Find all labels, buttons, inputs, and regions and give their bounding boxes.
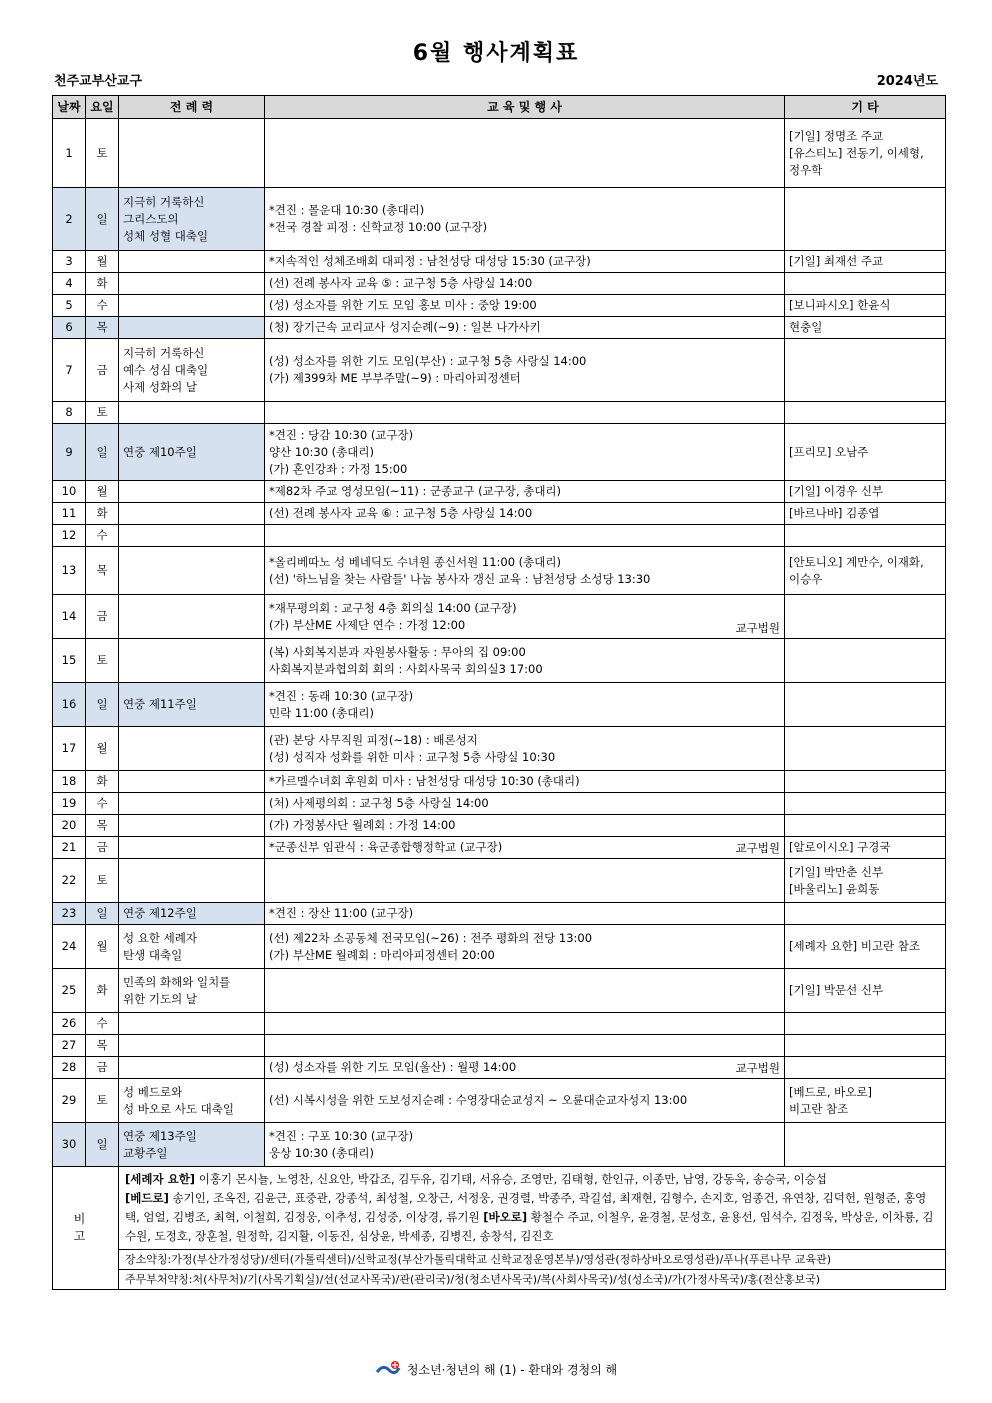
date-cell: 12 <box>53 525 86 547</box>
table-row <box>53 969 946 1013</box>
table-row <box>53 793 946 815</box>
table-row <box>53 683 946 727</box>
events-text: (관) 본당 사무직원 피정(~18) : 배론성지 (성) 성직자 성화를 위한 미사 : 교구청 5층 사랑실 10:30 <box>269 732 556 764</box>
events-cell <box>265 317 785 339</box>
etc-cell <box>785 1057 946 1079</box>
etc-cell <box>785 771 946 793</box>
day-cell: 일 <box>86 424 119 481</box>
etc-cell: [안토니오] 계만수, 이재화, 이승우 <box>785 547 946 595</box>
date-cell: 19 <box>53 793 86 815</box>
etc-cell <box>785 815 946 837</box>
day-cell: 목 <box>86 547 119 595</box>
date-cell: 1 <box>53 119 86 188</box>
etc-cell <box>785 1035 946 1057</box>
etc-cell <box>785 402 946 424</box>
liturgy-cell <box>119 859 265 903</box>
table-row <box>53 525 946 547</box>
events-cell <box>265 503 785 525</box>
court-note: 교구법원 <box>735 1061 780 1075</box>
court-note: 교구법원 <box>735 621 780 635</box>
table-row <box>53 1123 946 1167</box>
feast-day-names <box>119 1167 946 1250</box>
date-cell: 11 <box>53 503 86 525</box>
liturgy-cell <box>119 1057 265 1079</box>
liturgy-cell <box>119 1035 265 1057</box>
day-cell: 수 <box>86 1013 119 1035</box>
liturgy-cell: 민족의 화해와 일치를 위한 기도의 날 <box>119 969 265 1013</box>
etc-cell <box>785 727 946 771</box>
events-text: (선) 전례 봉사자 교육 ⑤ : 교구청 5층 사랑실 14:00 <box>269 276 533 290</box>
day-cell: 일 <box>86 683 119 727</box>
events-cell <box>265 837 785 859</box>
etc-cell: [프리모] 오남주 <box>785 424 946 481</box>
table-row <box>53 639 946 683</box>
liturgy-cell <box>119 771 265 793</box>
day-cell: 목 <box>86 1035 119 1057</box>
date-cell: 8 <box>53 402 86 424</box>
day-cell: 금 <box>86 339 119 402</box>
table-row <box>53 547 946 595</box>
table-row <box>53 1013 946 1035</box>
table-row <box>53 925 946 969</box>
events-cell <box>265 793 785 815</box>
etc-cell <box>785 683 946 727</box>
liturgy-cell: 연중 제11주일 <box>119 683 265 727</box>
events-text: (성) 성소자를 위한 기도 모임(부산) : 교구청 5층 사랑실 14:00 (가) 제399차 ME 부부주말(~9) : 마리아피정센터 <box>269 354 587 385</box>
events-cell <box>265 402 785 424</box>
day-cell: 화 <box>86 273 119 295</box>
date-cell: 23 <box>53 903 86 925</box>
header-etc: 기 타 <box>785 96 946 119</box>
date-cell: 16 <box>53 683 86 727</box>
date-cell: 2 <box>53 188 86 251</box>
paul-label: [바오로] <box>483 1210 528 1224</box>
table-row <box>53 1057 946 1079</box>
table-row <box>53 481 946 503</box>
events-text: *군종신부 임관식 : 육군종합행정학교 (교구장) <box>269 840 503 854</box>
events-cell <box>265 903 785 925</box>
events-cell <box>265 1079 785 1123</box>
table-header-row <box>53 96 946 119</box>
day-cell: 월 <box>86 727 119 771</box>
day-cell: 토 <box>86 402 119 424</box>
date-cell: 25 <box>53 969 86 1013</box>
notes-label: 비 고 <box>53 1167 119 1290</box>
liturgy-cell <box>119 273 265 295</box>
etc-cell <box>785 1123 946 1167</box>
etc-cell <box>785 1013 946 1035</box>
paul-names: 황철수 주교, 이철우, 윤경철, 문성호, 윤용선, 임석수, 김정욱, 박상운, 이차룡, 김수원, 도정호, 장훈철, 원정학, 김지활, 이동진, 심상윤, 박세종, 김병진, 송창석, 김진호 <box>125 1210 934 1243</box>
events-text: (성) 성소자를 위한 기도 모임 홍보 미사 : 중앙 19:00 <box>269 298 537 312</box>
john-label: [세례자 요한] <box>125 1172 196 1186</box>
date-cell: 5 <box>53 295 86 317</box>
table-row <box>53 727 946 771</box>
table-row <box>53 339 946 402</box>
date-cell: 27 <box>53 1035 86 1057</box>
events-cell <box>265 969 785 1013</box>
day-cell: 월 <box>86 925 119 969</box>
liturgy-cell: 지극히 거룩하신 예수 성심 대축일 사제 성화의 날 <box>119 339 265 402</box>
day-cell: 토 <box>86 859 119 903</box>
events-text: (청) 장기근속 교리교사 성지순례(~9) : 일본 나가사키 <box>269 320 541 334</box>
day-cell: 일 <box>86 903 119 925</box>
liturgy-cell <box>119 793 265 815</box>
date-cell: 14 <box>53 595 86 639</box>
liturgy-cell <box>119 727 265 771</box>
events-cell <box>265 295 785 317</box>
etc-cell <box>785 793 946 815</box>
table-row <box>53 837 946 859</box>
john-names: 이홍기 몬시뇰, 노영찬, 신요안, 박갑조, 김두유, 김기태, 서유승, 조영만, 김태형, 한인규, 이종만, 남영, 강동욱, 송승국, 이승섭 <box>195 1172 827 1186</box>
liturgy-cell <box>119 547 265 595</box>
events-text: (처) 사제평의회 : 교구청 5층 사랑실 14:00 <box>269 796 489 810</box>
events-cell <box>265 771 785 793</box>
etc-cell: [바르나바] 김종엽 <box>785 503 946 525</box>
events-cell <box>265 339 785 402</box>
header-liturgy: 전 례 력 <box>119 96 265 119</box>
day-cell: 수 <box>86 295 119 317</box>
date-cell: 21 <box>53 837 86 859</box>
liturgy-cell <box>119 481 265 503</box>
header-events: 교 육 및 행 사 <box>265 96 785 119</box>
day-cell: 금 <box>86 595 119 639</box>
events-cell <box>265 639 785 683</box>
liturgy-cell <box>119 295 265 317</box>
date-cell: 18 <box>53 771 86 793</box>
events-cell <box>265 525 785 547</box>
events-text: *견진 : 장산 11:00 (교구장) <box>269 906 414 920</box>
liturgy-cell <box>119 317 265 339</box>
liturgy-cell <box>119 1013 265 1035</box>
etc-cell: [기일] 박만춘 신부 [바울리노] 윤희동 <box>785 859 946 903</box>
date-cell: 13 <box>53 547 86 595</box>
liturgy-cell: 지극히 거룩하신 그리스도의 성체 성혈 대축일 <box>119 188 265 251</box>
day-cell: 토 <box>86 119 119 188</box>
day-cell: 일 <box>86 1123 119 1167</box>
events-text: *지속적인 성체조배회 대피정 : 남천성당 대성당 15:30 (교구장) <box>269 254 591 268</box>
events-cell <box>265 119 785 188</box>
events-cell <box>265 815 785 837</box>
table-row <box>53 503 946 525</box>
places-row <box>53 1250 946 1270</box>
liturgy-cell <box>119 402 265 424</box>
table-row <box>53 119 946 188</box>
table-row <box>53 903 946 925</box>
liturgy-cell <box>119 837 265 859</box>
peter-label: [베드로] <box>125 1191 169 1205</box>
date-cell: 6 <box>53 317 86 339</box>
events-text: *견진 : 구포 10:30 (교구장) 웅상 10:30 (총대리) <box>269 1128 414 1160</box>
table-row <box>53 595 946 639</box>
liturgy-cell <box>119 119 265 188</box>
etc-cell <box>785 595 946 639</box>
events-cell <box>265 925 785 969</box>
table-row <box>53 1079 946 1123</box>
events-text: *제82차 주교 영성모임(~11) : 군종교구 (교구장, 총대리) <box>269 484 562 498</box>
etc-cell: [보니파시오] 한윤식 <box>785 295 946 317</box>
liturgy-cell: 연중 제13주일 교황주일 <box>119 1123 265 1167</box>
etc-cell: [세례자 요한] 비고란 참조 <box>785 925 946 969</box>
events-cell <box>265 859 785 903</box>
events-cell <box>265 1035 785 1057</box>
liturgy-cell: 성 베드로와 성 바오로 사도 대축일 <box>119 1079 265 1123</box>
court-note: 교구법원 <box>735 841 780 855</box>
events-cell <box>265 547 785 595</box>
etc-cell: 현충일 <box>785 317 946 339</box>
events-cell <box>265 683 785 727</box>
date-cell: 9 <box>53 424 86 481</box>
year-label: 2024년도 <box>876 74 938 89</box>
organization-name: 천주교부산교구 <box>54 74 142 89</box>
table-row <box>53 859 946 903</box>
notes-row <box>53 1167 946 1250</box>
header-day: 요일 <box>86 96 119 119</box>
page-title: 6월 행사계획표 <box>412 41 580 66</box>
table-row <box>53 317 946 339</box>
day-cell: 화 <box>86 503 119 525</box>
offices-row <box>53 1270 946 1290</box>
liturgy-cell <box>119 251 265 273</box>
events-text: (성) 성소자를 위한 기도 모임(울산) : 월평 14:00 <box>269 1060 517 1074</box>
events-cell <box>265 727 785 771</box>
day-cell: 목 <box>86 317 119 339</box>
day-cell: 화 <box>86 771 119 793</box>
table-row <box>53 251 946 273</box>
events-text: (가) 가정봉사단 월례회 : 가정 14:00 <box>269 818 456 832</box>
day-cell: 일 <box>86 188 119 251</box>
etc-cell <box>785 188 946 251</box>
liturgy-cell <box>119 639 265 683</box>
date-cell: 29 <box>53 1079 86 1123</box>
liturgy-cell: 연중 제10주일 <box>119 424 265 481</box>
events-text: *재무평의회 : 교구청 4층 회의실 14:00 (교구장) (가) 부산ME 사제단 연수 : 가정 12:00 <box>269 600 517 632</box>
etc-cell: [베드로, 바오로] 비고란 참조 <box>785 1079 946 1123</box>
table-row <box>53 424 946 481</box>
date-cell: 30 <box>53 1123 86 1167</box>
date-cell: 22 <box>53 859 86 903</box>
events-text: (선) 전례 봉사자 교육 ⑥ : 교구청 5층 사랑실 14:00 <box>269 506 533 520</box>
events-cell <box>265 424 785 481</box>
events-text: *견진 : 당감 10:30 (교구장) 양산 10:30 (총대리) (가) 혼인강좌 : 가정 15:00 <box>269 427 414 476</box>
liturgy-cell <box>119 525 265 547</box>
etc-cell <box>785 525 946 547</box>
events-cell <box>265 1013 785 1035</box>
table-row <box>53 295 946 317</box>
table-row <box>53 815 946 837</box>
events-text: *견진 : 몰운대 10:30 (총대리) *전국 경찰 피정 : 신학교정 10:00 (교구장) <box>269 203 488 234</box>
footer <box>0 1360 992 1381</box>
liturgy-cell: 성 요한 세례자 탄생 대축일 <box>119 925 265 969</box>
date-cell: 24 <box>53 925 86 969</box>
liturgy-cell <box>119 815 265 837</box>
table-row <box>53 273 946 295</box>
table-row <box>53 1035 946 1057</box>
liturgy-cell <box>119 595 265 639</box>
date-cell: 15 <box>53 639 86 683</box>
date-cell: 26 <box>53 1013 86 1035</box>
events-text: *가르멜수녀회 후원회 미사 : 남천성당 대성당 10:30 (총대리) <box>269 774 580 788</box>
events-text: (선) 제22차 소공동체 전국모임(~26) : 전주 평화의 전당 13:00 (가) 부산ME 월례회 : 마리아피정센터 20:00 <box>269 930 593 962</box>
day-cell: 월 <box>86 481 119 503</box>
header-date: 날짜 <box>53 96 86 119</box>
table-row <box>53 771 946 793</box>
day-cell: 월 <box>86 251 119 273</box>
place-abbreviations: 장소약칭:가정(부산가정성당)/센터(가톨릭센터)/신학교정(부산가톨릭대학교 신학교정운영본부)/영성관(정하상바오로영성관)/푸나(푸른나무 교육관) <box>119 1250 946 1270</box>
table-row <box>53 188 946 251</box>
day-cell: 금 <box>86 1057 119 1079</box>
date-cell: 20 <box>53 815 86 837</box>
date-cell: 7 <box>53 339 86 402</box>
events-cell <box>265 273 785 295</box>
table-row <box>53 402 946 424</box>
events-cell <box>265 188 785 251</box>
diocese-logo-icon <box>375 1360 401 1381</box>
etc-cell: [기일] 정명조 주교 [유스티노] 전동기, 이세형, 정우학 <box>785 119 946 188</box>
etc-cell: [기일] 박문선 신부 <box>785 969 946 1013</box>
footer-text: 청소년·청년의 해 (1) - 환대와 경청의 해 <box>406 1363 618 1377</box>
day-cell: 토 <box>86 639 119 683</box>
etc-cell: [기일] 최재선 주교 <box>785 251 946 273</box>
office-abbreviations: 주무부처약칭:처(사무처)/기(사목기획실)/선(선교사목국)/관(관리국)/청(청소년사목국)/복(사회사목국)/성(성소국)/가(가정사목국)/홍(전산홍보국) <box>119 1270 946 1290</box>
events-text: (복) 사회복지분과 자원봉사활동 : 무아의 집 09:00 사회복지분과협의회 회의 : 사회사목국 회의실3 17:00 <box>269 644 543 676</box>
day-cell: 수 <box>86 525 119 547</box>
events-cell <box>265 1123 785 1167</box>
day-cell: 목 <box>86 815 119 837</box>
peter-names: 송기인, 조옥진, 김윤근, 표중관, 강종석, 최성철, 오창근, 서정웅, 권경렬, 박종주, 곽길섭, 최재현, 김형수, 손지호, 엄종건, 유연창, 김덕헌, 원형준, 홍영택, 엄얼, 김병조, 최혁, 이철희, 김정웅, 이추성, 김성중, 이상경, 류기원 <box>125 1191 927 1224</box>
date-cell: 10 <box>53 481 86 503</box>
events-text: *견진 : 동래 10:30 (교구장) 민락 11:00 (총대리) <box>269 688 414 720</box>
day-cell: 금 <box>86 837 119 859</box>
events-text: (선) 시복시성을 위한 도보성지순례 : 수영장대순교성지 ~ 오륜대순교자성지 13:00 <box>269 1093 688 1107</box>
schedule-table <box>52 95 946 1290</box>
date-cell: 4 <box>53 273 86 295</box>
day-cell: 화 <box>86 969 119 1013</box>
date-cell: 3 <box>53 251 86 273</box>
events-cell <box>265 1057 785 1079</box>
day-cell: 토 <box>86 1079 119 1123</box>
etc-cell <box>785 639 946 683</box>
day-cell: 수 <box>86 793 119 815</box>
etc-cell: [알로이시오] 구경국 <box>785 837 946 859</box>
date-cell: 17 <box>53 727 86 771</box>
liturgy-cell: 연중 제12주일 <box>119 903 265 925</box>
etc-cell <box>785 273 946 295</box>
etc-cell <box>785 339 946 402</box>
etc-cell: [기일] 이경우 신부 <box>785 481 946 503</box>
events-cell <box>265 595 785 639</box>
events-text: *올리베따노 성 베네딕도 수녀원 종신서원 11:00 (총대리) (선) '하느님을 찾는 사람들' 나눔 봉사자 갱신 교육 : 남천성당 소성당 13:30 <box>269 554 651 586</box>
events-cell <box>265 481 785 503</box>
etc-cell <box>785 903 946 925</box>
liturgy-cell <box>119 503 265 525</box>
date-cell: 28 <box>53 1057 86 1079</box>
events-cell <box>265 251 785 273</box>
